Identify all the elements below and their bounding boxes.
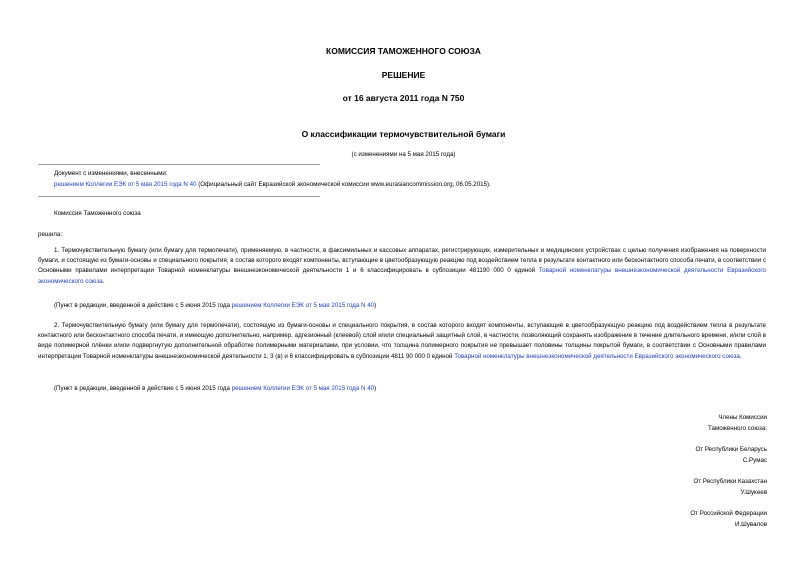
changes-title: Документ с изменениями, внесенными: [54,170,168,177]
sig-name-belarus: С.Румас [742,457,767,464]
paragraph-1-link[interactable]: Товарной номенклатуры внешнеэкономической деятельности Евразийского экономического союза [38,267,766,285]
paragraph-2-text: 2. Термочувствительную бумагу (или бумагу для термопечати), состоящую из бумаги-основы и специального покрытия, в состав которого входят компоненты, вступающие в цветообразующую реакцию под воздействием тепла в результате контактного или бесконтактного способа печати, и имеющую дополнительно, например, адгезионный (клеевой) слой и/или специальный защитный слой, в частности, позволяющий сохранять изображение в течение длительного времени, и/или слой в виде полимерной плёнки и/или подвергнутую дополнительной обработке полимерными материалами, при условии, что толщина полимерного покрытия не превышает половины толщины покрытой бумаги, в соответствии с Основными правилами интерпретации Товарной номенклатуры внешнеэкономической деятельности 1, 3 (в) и 6 классифицировать в субпозиции 4811 90 000 0 единой [38,322,766,360]
note-2-suffix: ) [374,385,377,392]
sig-members: Члены Комиссии [718,414,767,421]
org-title: КОМИССИЯ ТАМОЖЕННОГО СОЮЗА [326,46,481,56]
sig-name-russia: И.Шувалов [735,521,767,528]
date-number: от 16 августа 2011 года N 750 [342,93,465,103]
changes-rule-bottom [38,196,320,197]
note-2 [54,384,376,394]
sig-union: Таможенного союза: [708,425,767,432]
doc-type: РЕШЕНИЕ [381,70,426,80]
issuer: Комиссия Таможенного союза [54,210,141,217]
note-1-link[interactable]: решением Коллегии ЕЭК от 5 мая 2015 года N 40 [231,302,375,309]
sig-russia: От Российской Федерации [690,510,767,517]
subject-title: О классификации термочувствительной бумаги [301,129,506,139]
changes-link[interactable]: решением Коллегии ЕЭК от 5 мая 2015 года N 40 [54,181,197,188]
edition-note: (с изменениями на 5 мая 2015 года) [351,151,456,158]
note-2-prefix: (Пункт в редакции, введенной в действие с 5 июня 2015 года [54,385,232,392]
paragraph-2-link[interactable]: Товарной номенклатуры внешнеэкономической деятельности Евразийского экономического союза [454,352,740,360]
paragraph-1 [38,246,766,287]
sig-name-kazakhstan: У.Шукеев [740,489,767,496]
paragraph-2-end: . [739,352,742,360]
sig-belarus: От Республики Беларусь [695,446,767,453]
note-1-prefix: (Пункт в редакции, введенной в действие с 5 июня 2015 года [54,302,232,309]
changes-rule-top [38,164,320,165]
sig-kazakhstan: От Республики Казахстан [693,478,767,485]
note-2-link[interactable]: решением Коллегии ЕЭК от 5 мая 2015 года N 40 [231,385,375,392]
decided: решила: [38,231,63,238]
paragraph-1-text: 1. Термочувствительную бумагу (или бумагу для термопечати), применяемую, в частности, в факсимильных и кассовых аппаратах, регистрирующих, измерительных и медицинских устройствах с целью получения изображения на поверхности бумаги, и состоящую из бумаги-основы и специального покрытия, в состав которого входят компоненты, вступающие в цветообразующую реакцию под воздействием тепла в результате контактного или бесконтактного способа печати, в соответствии с Основными правилами интерпретации Товарной номенклатуры внешнеэкономической деятельности 1 и 6 классифицировать в субпозиции 481190 000 0 единой [38,247,766,275]
paragraph-1-end: . [102,277,105,285]
changes-rest: (Официальный сайт Евразийской экономической комиссии www.eurasiancommission.org, 06.05.2015). [196,181,491,188]
paragraph-2 [38,321,766,362]
changes-line [54,180,491,190]
note-1 [54,301,376,311]
note-1-suffix: ) [374,302,377,309]
